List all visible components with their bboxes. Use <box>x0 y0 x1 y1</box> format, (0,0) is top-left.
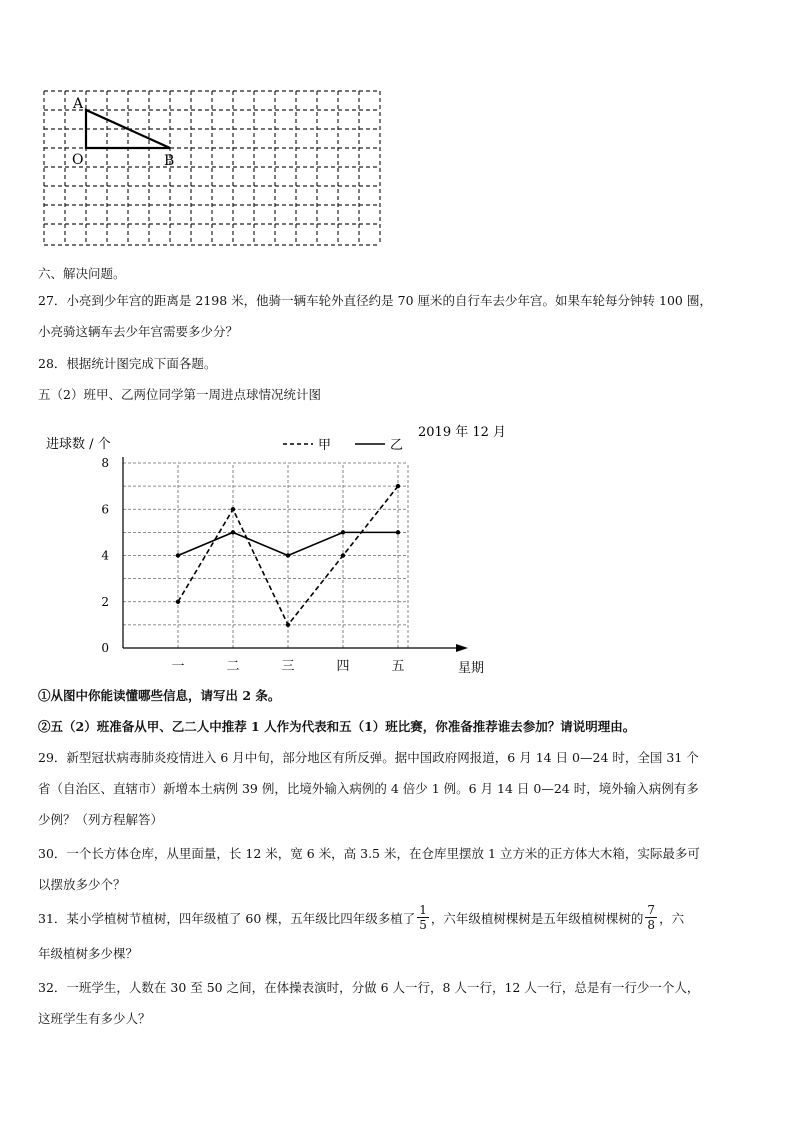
data-point <box>341 530 345 534</box>
data-point <box>286 623 290 627</box>
frac1-denominator: 5 <box>419 918 427 932</box>
q28-text: 28．根据统计图完成下面各题。 <box>38 356 217 371</box>
data-point <box>231 507 235 511</box>
q31-part1: 31．某小学植树节植树，四年级植了 60 棵，五年级比四年级多植了 <box>38 911 416 926</box>
q32-line2: 这班学生有多少人？ <box>38 1011 151 1026</box>
y-tick-label: 2 <box>101 594 109 609</box>
y-tick-label: 0 <box>101 641 109 655</box>
q27-line2: 小亮骑这辆车去少年宫需要多少分？ <box>38 324 239 339</box>
grid-figure <box>40 88 385 253</box>
label-b: B <box>164 153 175 169</box>
data-point <box>286 553 290 557</box>
section-title: 六、解决问题。 <box>38 266 126 281</box>
y-tick-label: 6 <box>101 502 109 517</box>
q31-part3: ，六 <box>659 911 685 926</box>
x-tick-label: 三 <box>281 659 295 674</box>
x-axis-arrow <box>456 644 468 652</box>
x-tick-label: 二 <box>226 659 240 674</box>
label-a: A <box>73 96 84 112</box>
q31-line2: 年级植树多少棵？ <box>38 946 139 961</box>
x-tick-label: 五 <box>391 659 405 674</box>
q29-line1: 29．新型冠状病毒肺炎疫情进入 6 月中旬，部分地区有所反弹。据中国政府网报道，6 月 14 日 0—24 时，全国 31 个 <box>38 750 699 765</box>
x-tick-label: 四 <box>336 659 350 674</box>
frac2-numerator: 7 <box>647 903 656 917</box>
y-tick-label: 4 <box>101 548 109 563</box>
q27-line1: 27．小亮到少年宫的距离是 2198 米，他骑一辆车轮外直径约是 70 厘米的自行车去少年宫。如果车轮每分钟转 100 圈， <box>38 293 712 308</box>
data-point <box>396 530 400 534</box>
data-point <box>396 484 400 488</box>
frac2-denominator: 8 <box>647 918 656 932</box>
chart-ylabel: 进球数 / 个 <box>46 437 111 452</box>
frac1-numerator: 1 <box>419 903 427 917</box>
q32-line1: 32．一班学生，人数在 30 至 50 之间，在体操表演时，分做 6 人一行，8 人一行，12 人一行，总是有一行少一个人， <box>38 980 700 995</box>
data-point <box>176 600 180 604</box>
q30-line2: 以摆放多少个？ <box>38 877 126 892</box>
y-tick-label: 8 <box>101 456 109 470</box>
label-o: O <box>72 152 84 168</box>
q28-sub2: ②五（2）班准备从甲、乙二人中推荐 1 人作为代表和五（1）班比赛，你准备推荐谁去参加？请说明理由。 <box>38 719 636 734</box>
data-point <box>231 530 235 534</box>
chart-date: 2019 年 12 月 <box>418 425 507 440</box>
chart-caption: 五（2）班甲、乙两位同学第一周进点球情况统计图 <box>38 387 321 402</box>
legend-label-jia: 甲 <box>318 438 332 453</box>
line-chart <box>38 418 508 678</box>
legend-label-yi: 乙 <box>390 438 404 453</box>
q30-line1: 30．一个长方体仓库，从里面量，长 12 米，宽 6 米，高 3.5 米，在仓库里摆放 1 立方米的正方体大木箱，实际最多可 <box>38 846 700 861</box>
q28-sub1: ①从图中你能读懂哪些信息，请写出 2 条。 <box>38 688 281 703</box>
chart-legend <box>283 438 403 453</box>
q31-line1 <box>38 902 684 936</box>
data-point <box>341 553 345 557</box>
q29-line3: 少例？（列方程解答） <box>38 812 164 827</box>
fraction-one-fifth <box>417 903 429 932</box>
data-point <box>176 553 180 557</box>
x-tick-label: 一 <box>171 659 185 674</box>
q29-line2: 省（自治区、直辖市）新增本土病例 39 例，比境外输入病例的 4 倍少 1 例。6 月 14 日 0—24 时，境外输入病例有多 <box>38 781 699 796</box>
fraction-seven-eighths <box>645 903 657 932</box>
q31-part2: ，六年级植树棵树是五年级植树棵树的 <box>430 911 644 926</box>
chart-xlabel: 星期 <box>458 661 485 676</box>
